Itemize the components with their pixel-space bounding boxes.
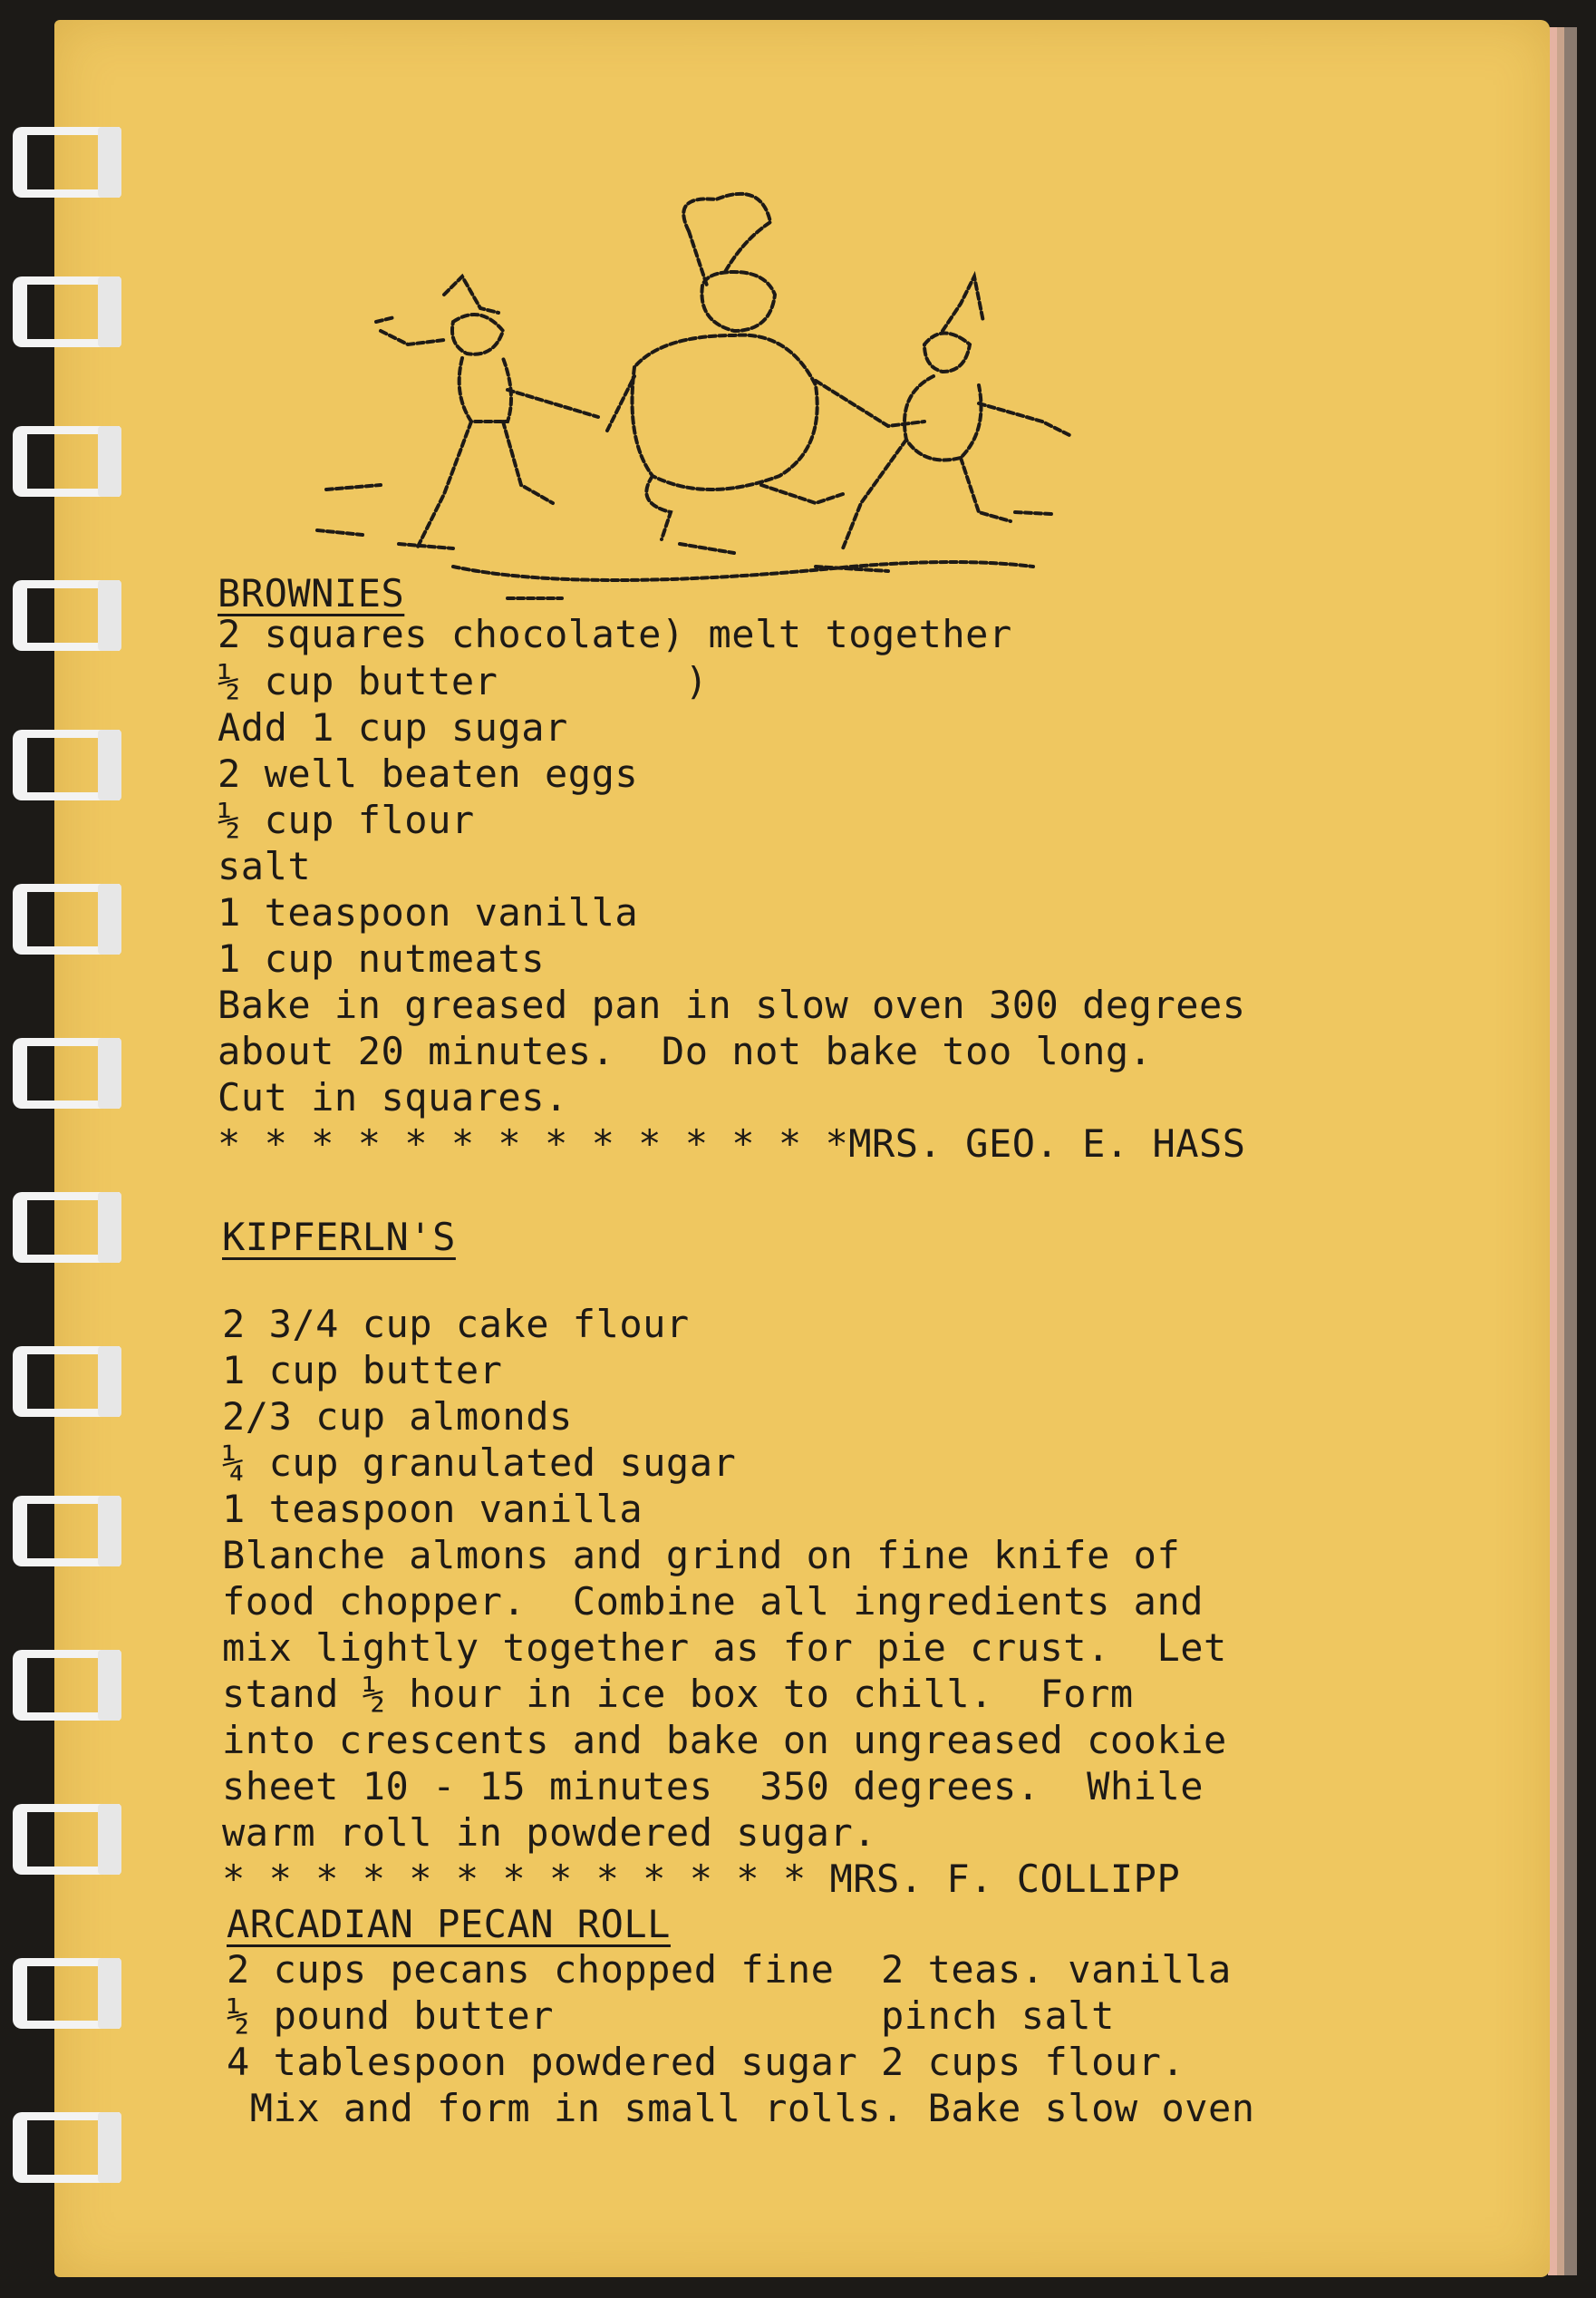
recipe-line: 4 tablespoon powdered sugar 2 cups flour. — [227, 2040, 1185, 2084]
recipe-line: ¼ cup granulated sugar — [222, 1440, 737, 1485]
recipe-title-kipferlns: KIPFERLN'S — [222, 1215, 456, 1259]
recipe-line: ½ pound butter pinch salt — [227, 1993, 1115, 2038]
binding-ring — [13, 1958, 120, 2029]
recipe-line: Blanche almons and grind on fine knife of — [222, 1533, 1181, 1577]
recipe-line: Add 1 cup sugar — [218, 705, 568, 750]
recipe-line: ½ cup butter ) — [218, 659, 709, 703]
recipe-line: into crescents and bake on ungreased cookie — [222, 1718, 1227, 1762]
binding-ring — [13, 1192, 120, 1263]
recipe-line: 2/3 cup almonds — [222, 1394, 573, 1439]
binding-ring — [13, 1038, 120, 1109]
recipe-line: 1 teaspoon vanilla — [218, 890, 639, 935]
binding-ring — [13, 276, 120, 347]
recipe-line: mix lightly together as for pie crust. Let — [222, 1625, 1227, 1670]
recipe-line: salt — [218, 844, 312, 888]
recipe-line: Mix and form in small rolls. Bake slow oven — [227, 2086, 1255, 2130]
binding-ring — [13, 1804, 120, 1875]
binding-ring — [13, 730, 120, 800]
recipe-line: 1 cup nutmeats — [218, 936, 546, 981]
binding-ring — [13, 1496, 120, 1566]
binding-ring — [13, 2112, 120, 2183]
recipe-signature: * * * * * * * * * * * * * MRS. F. COLLIPP — [222, 1857, 1181, 1901]
binding-ring — [13, 127, 120, 198]
recipe-line: Bake in greased pan in slow oven 300 degrees — [218, 983, 1246, 1027]
recipe-line: stand ½ hour in ice box to chill. Form — [222, 1672, 1134, 1716]
recipe-line: 2 3/4 cup cake flour — [222, 1302, 690, 1346]
recipe-line: 2 well beaten eggs — [218, 751, 639, 796]
recipe-title-brownies: BROWNIES — [218, 571, 405, 616]
recipe-line: food chopper. Combine all ingredients and — [222, 1579, 1204, 1624]
recipe-line: 1 cup butter — [222, 1348, 503, 1392]
binding-ring — [13, 1346, 120, 1417]
recipe-line: ½ cup flour — [218, 798, 475, 842]
binding-ring — [13, 426, 120, 497]
recipe-title-arcadian-pecan-roll: ARCADIAN PECAN ROLL — [227, 1902, 671, 1946]
recipe-line: 2 cups pecans chopped fine 2 teas. vanilla — [227, 1947, 1232, 1992]
recipe-line: sheet 10 - 15 minutes 350 degrees. While — [222, 1764, 1204, 1808]
recipe-signature: * * * * * * * * * * * * * *MRS. GEO. E. HASS — [218, 1121, 1246, 1166]
recipe-line: about 20 minutes. Do not bake too long. — [218, 1029, 1153, 1073]
recipe-line: 2 squares chocolate) melt together — [218, 612, 1012, 656]
recipe-line: warm roll in powdered sugar. — [222, 1810, 877, 1855]
binding-ring — [13, 1650, 120, 1721]
binding-ring — [13, 884, 120, 955]
recipe-line: 1 teaspoon vanilla — [222, 1487, 643, 1531]
recipe-line: Cut in squares. — [218, 1075, 568, 1120]
binding-ring — [13, 580, 120, 651]
dancing-chefs-illustration — [308, 186, 1160, 603]
